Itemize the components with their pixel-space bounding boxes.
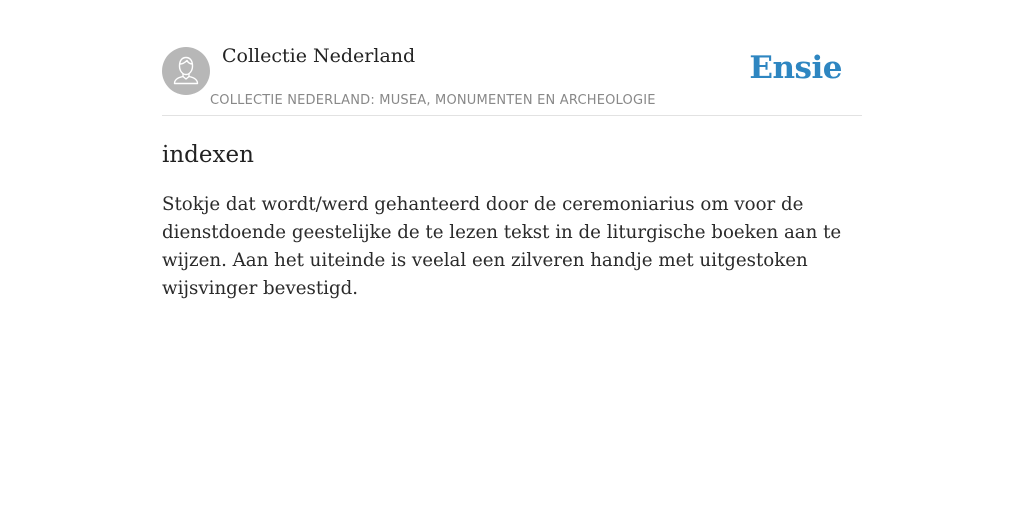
author-name-link[interactable]: Collectie Nederland bbox=[222, 45, 416, 67]
collection-name-link[interactable]: COLLECTIE NEDERLAND: MUSEA, MONUMENTEN EN ARCHEOLOGIE bbox=[210, 93, 656, 108]
entry-header bbox=[162, 40, 862, 116]
avatar[interactable] bbox=[162, 47, 210, 95]
user-silhouette-icon bbox=[162, 47, 210, 95]
ensie-logo[interactable]: Ensie bbox=[749, 50, 842, 86]
entry-definition: Stokje dat wordt/werd gehanteerd door de ceremoniarius om voor de dienstdoende geestelijke de te lezen tekst in de liturgische boeken aan te wijzen. Aan het uiteinde is veelal een zilveren handje met uitgestoken wijsvinger bevestigd. bbox=[162, 194, 842, 299]
entry-card bbox=[162, 40, 862, 303]
entry-term: indexen bbox=[162, 142, 254, 168]
